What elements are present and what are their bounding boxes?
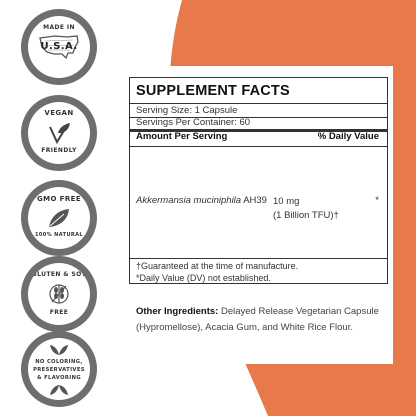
ingredient-amount-detail: (1 Billion TFU)† [273, 210, 339, 221]
other-ingredients-label: Other Ingredients: [136, 306, 219, 317]
badge-made-in-usa [21, 9, 97, 85]
other-ingredients [136, 304, 386, 336]
ingredient-strain: AH39 [243, 195, 267, 206]
leaf-icon [47, 207, 71, 229]
leaf-check-icon [46, 121, 72, 145]
badge-text-line: FREE [49, 309, 69, 316]
badge-text-line: & FLAVORING [36, 375, 82, 381]
badge-gluten-soy-free [21, 256, 97, 332]
badge-text-line: FRIENDLY [41, 147, 77, 154]
badge-vegan-friendly [21, 95, 97, 171]
leaves-icon [48, 344, 70, 356]
col-dv-header: % Daily Value [317, 131, 379, 142]
footnote-daily-value: *Daily Value (DV) not established. [136, 273, 271, 283]
badge-gmo-free [21, 180, 97, 256]
divider [130, 103, 387, 104]
badge-text-line: NO COLORING, [35, 359, 83, 365]
supplement-facts-panel [129, 77, 388, 284]
badge-text-line: GMO FREE [36, 195, 82, 203]
badge-text-line: PRESERVATIVES [33, 367, 85, 373]
divider [130, 258, 387, 259]
badge-text-line: U.S.A. [40, 41, 78, 52]
badge-text-line: GLUTEN & SOY [31, 271, 87, 278]
leaves-icon [48, 384, 70, 396]
servings-per-container: Servings Per Container: 60 [136, 117, 251, 128]
ingredient-dv: * [375, 195, 379, 206]
ingredient-amount [273, 195, 339, 223]
ingredient-species: Akkermansia muciniphila [136, 195, 242, 206]
badge-no-coloring [21, 331, 97, 407]
footnote-guaranteed: †Guaranteed at the time of manufacture. [136, 261, 299, 271]
facts-title: SUPPLEMENT FACTS [136, 83, 290, 99]
badge-text-line: 100% NATURAL [34, 232, 84, 238]
serving-size: Serving Size: 1 Capsule [136, 105, 238, 116]
wheat-icon [49, 282, 69, 306]
divider [130, 146, 387, 147]
other-ingredients-text: Delayed Release Vegetarian Capsule (Hypromellose), Acacia Gum, and White Rice Flour. [136, 306, 379, 333]
ingredient-amount-value: 10 mg [273, 196, 300, 207]
ingredient-name [136, 195, 267, 206]
col-amount-header: Amount Per Serving [136, 131, 228, 142]
badge-text-line: MADE IN [43, 24, 75, 31]
badge-text-line: VEGAN [44, 109, 74, 117]
